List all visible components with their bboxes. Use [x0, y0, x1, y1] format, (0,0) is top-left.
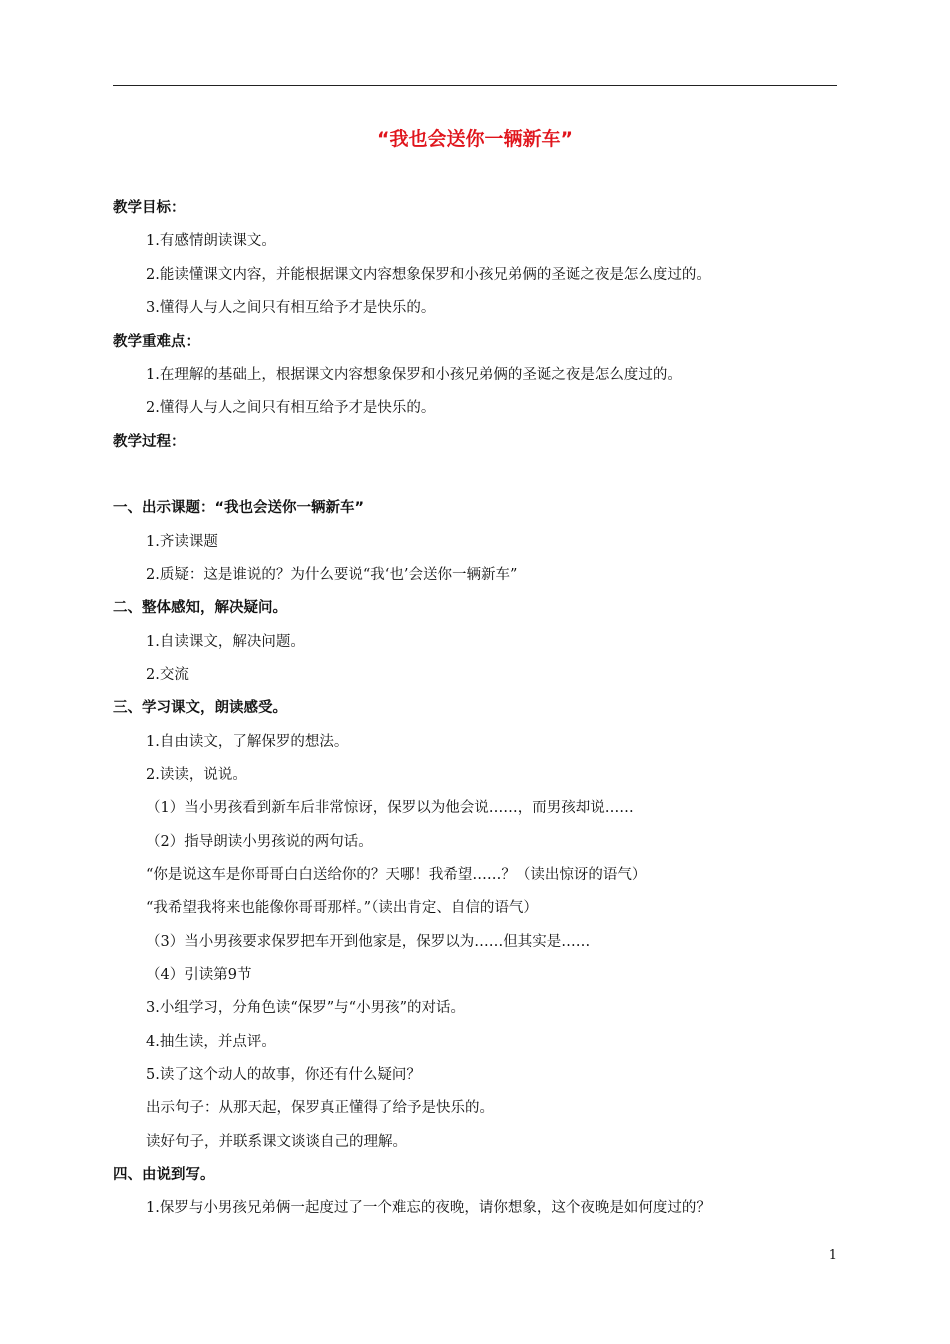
- key-point-item: 2.懂得人与人之间只有相互给予才是快乐的。: [146, 400, 436, 416]
- key-points-heading: 教学重难点：: [113, 334, 200, 350]
- section-3-item: （1）当小男孩看到新车后非常惊讶，保罗以为他会说……，而男孩却说……: [146, 800, 634, 816]
- key-point-item: 1.在理解的基础上，根据课文内容想象保罗和小孩兄弟俩的圣诞之夜是怎么度过的。: [146, 367, 682, 383]
- section-3-item: （2）指导朗读小男孩说的两句话。: [146, 834, 373, 850]
- section-1-item: 1.齐读课题: [146, 534, 218, 550]
- goal-item: 2.能读懂课文内容，并能根据课文内容想象保罗和小孩兄弟俩的圣诞之夜是怎么度过的。: [146, 267, 711, 283]
- section-3-item: （4）引读第9节: [146, 967, 252, 983]
- section-3-quote: “我希望我将来也能像你哥哥那样。”（读出肯定、自信的语气）: [146, 900, 538, 916]
- section-3-item: 出示句子：从那天起，保罗真正懂得了给予是快乐的。: [146, 1100, 494, 1116]
- page-number: 1: [828, 1248, 837, 1263]
- section-3-item: 5.读了这个动人的故事，你还有什么疑问？: [146, 1067, 421, 1083]
- section-3-item: 1.自由读文，了解保罗的想法。: [146, 734, 349, 750]
- goals-heading: 教学目标：: [113, 200, 186, 216]
- section-3-heading: 三、学习课文，朗读感受。: [113, 700, 287, 716]
- goal-item: 3.懂得人与人之间只有相互给予才是快乐的。: [146, 300, 436, 316]
- section-3-item: 3.小组学习，分角色读“保罗”与“小男孩”的对话。: [146, 1000, 465, 1016]
- section-3-item: 4.抽生读，并点评。: [146, 1034, 276, 1050]
- document-title: “我也会送你一辆新车”: [377, 128, 573, 150]
- process-heading: 教学过程：: [113, 434, 186, 450]
- section-3-item: 读好句子，并联系课文谈谈自己的理解。: [146, 1134, 407, 1150]
- section-2-item: 1.自读课文，解决问题。: [146, 634, 305, 650]
- section-3-item: （3）当小男孩要求保罗把车开到他家是，保罗以为……但其实是……: [146, 934, 591, 950]
- section-3-item: 2.读读，说说。: [146, 767, 247, 783]
- goal-item: 1.有感情朗读课文。: [146, 233, 276, 249]
- section-3-quote: “你是说这车是你哥哥白白送给你的？天哪！我希望……？（读出惊讶的语气）: [146, 867, 647, 883]
- section-2-item: 2.交流: [146, 667, 189, 683]
- section-1-item: 2.质疑：这是谁说的？为什么要说“我‘也’会送你一辆新车”: [146, 567, 518, 583]
- section-4-heading: 四、由说到写。: [113, 1167, 215, 1183]
- section-2-heading: 二、整体感知，解决疑问。: [113, 600, 287, 616]
- section-4-item: 1.保罗与小男孩兄弟俩一起度过了一个难忘的夜晚，请你想象，这个夜晚是如何度过的？: [146, 1200, 711, 1216]
- section-1-heading: 一、出示课题：“我也会送你一辆新车”: [113, 500, 365, 516]
- header-rule: [113, 85, 837, 86]
